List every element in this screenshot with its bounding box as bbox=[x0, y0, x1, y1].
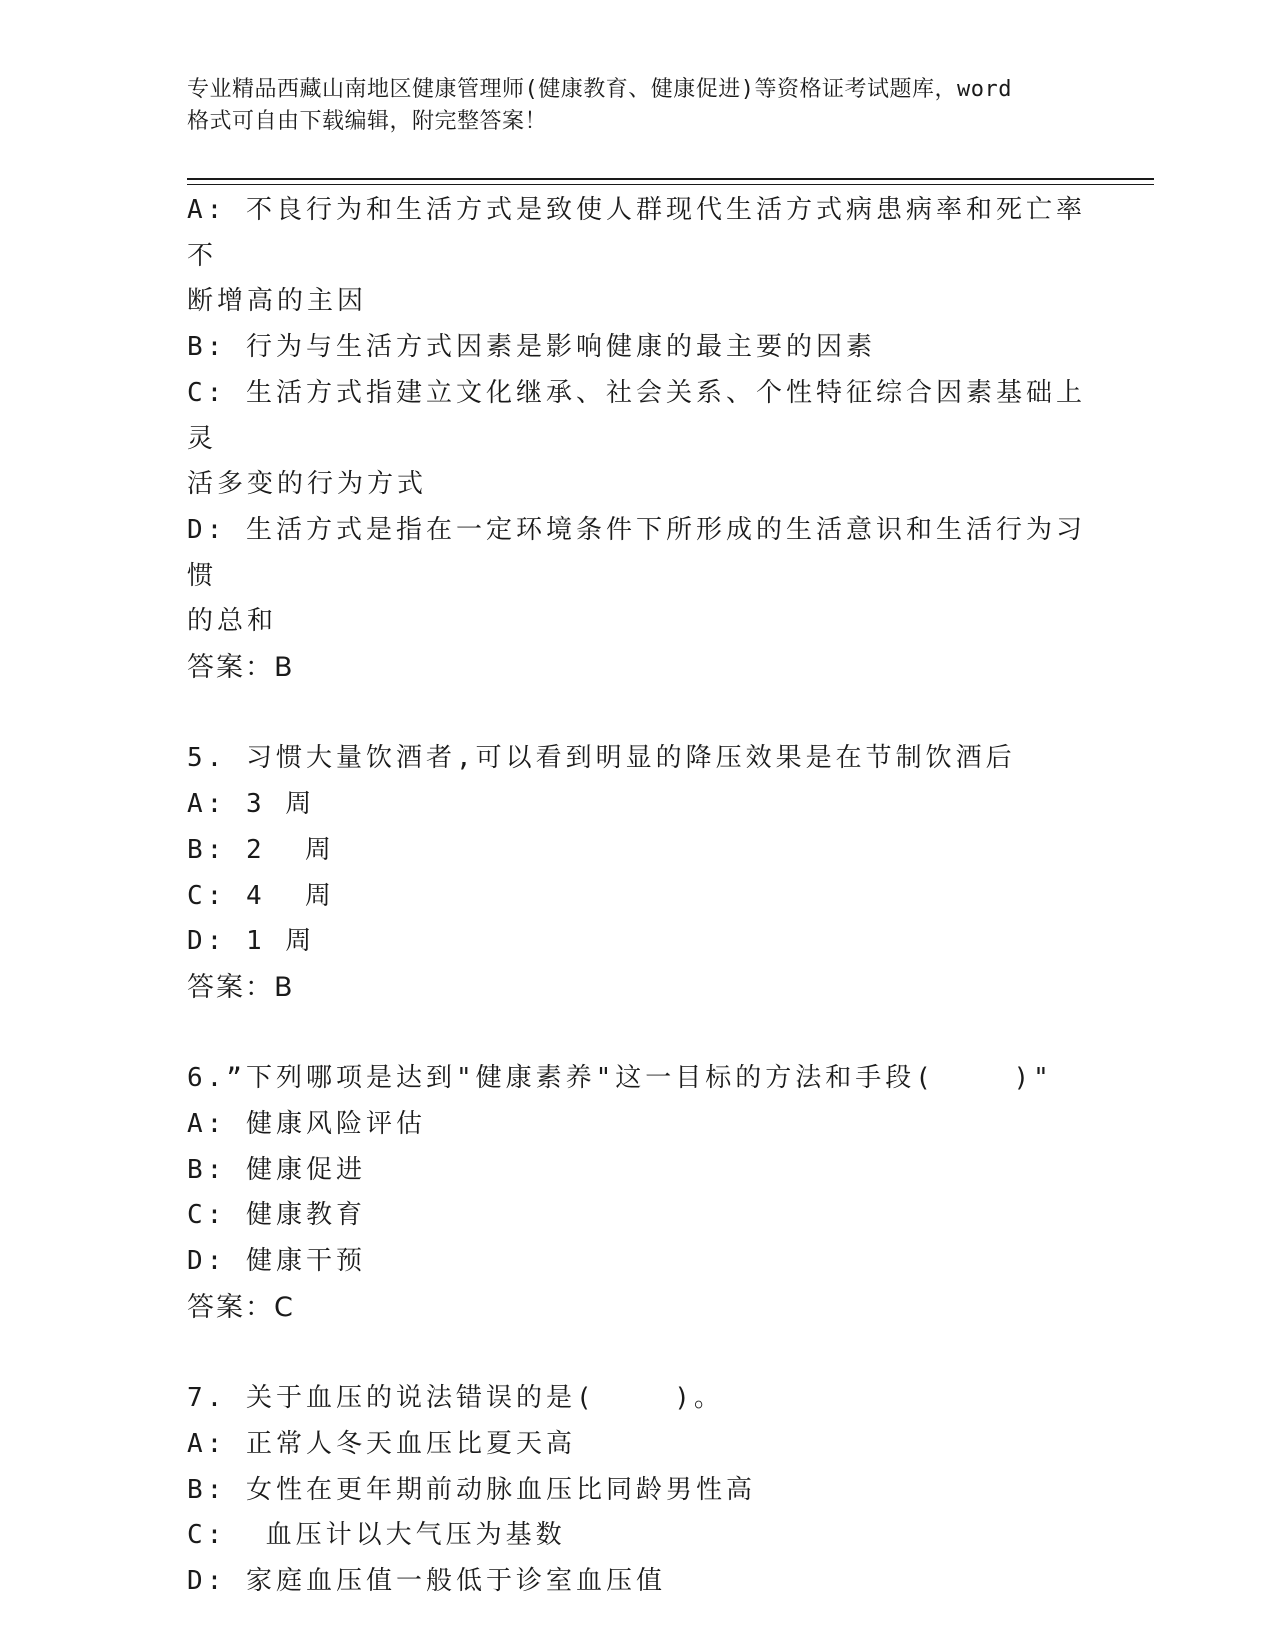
option-c: C: 4 周 bbox=[187, 880, 335, 911]
option-c: C: 健康教育 bbox=[187, 1200, 366, 1231]
option-a-continued: 断增高的主因 bbox=[187, 286, 368, 317]
header-divider-thin bbox=[187, 184, 1154, 185]
option-c: C: 血压计以大气压为基数 bbox=[187, 1520, 566, 1551]
answer-line: 答案：C bbox=[187, 1291, 295, 1323]
option-d: D: 1 周 bbox=[187, 926, 316, 957]
spacer bbox=[187, 1331, 1087, 1377]
question-stem: 5. 习惯大量饮酒者,可以看到明显的降压效果是在节制饮酒后 bbox=[187, 743, 1016, 774]
option-b: B: 健康促进 bbox=[187, 1154, 366, 1185]
option-a: A: 3 周 bbox=[187, 789, 316, 820]
option-d: D: 健康干预 bbox=[187, 1246, 366, 1277]
answer-line: 答案：B bbox=[187, 652, 295, 684]
option-a: A: 不良行为和生活方式是致使人群现代生活方式病患病率和死亡率不 bbox=[187, 195, 1086, 271]
option-b: B: 2 周 bbox=[187, 834, 335, 865]
option-d: D: 家庭血压值一般低于诊室血压值 bbox=[187, 1566, 666, 1597]
option-a: A: 健康风险评估 bbox=[187, 1109, 426, 1140]
document-header bbox=[187, 74, 1087, 138]
question-stem: 6.”下列哪项是达到"健康素养"这一目标的方法和手段( )" bbox=[187, 1063, 1053, 1094]
question-stem: 7. 关于血压的说法错误的是( )。 bbox=[187, 1383, 724, 1414]
header-line-2: 格式可自由下载编辑，附完整答案！ bbox=[187, 109, 548, 134]
answer-line: 答案：B bbox=[187, 971, 295, 1003]
question-4 bbox=[187, 188, 1087, 691]
spacer bbox=[187, 691, 1087, 737]
option-b: B: 行为与生活方式因素是影响健康的最主要的因素 bbox=[187, 332, 876, 363]
question-7 bbox=[187, 1376, 1087, 1605]
question-5 bbox=[187, 736, 1087, 1010]
option-d-continued: 的总和 bbox=[187, 606, 278, 637]
question-list bbox=[187, 188, 1087, 1605]
option-b: B: 女性在更年期前动脉血压比同龄男性高 bbox=[187, 1474, 756, 1505]
option-a: A: 正常人冬天血压比夏天高 bbox=[187, 1428, 576, 1459]
option-d: D: 生活方式是指在一定环境条件下所形成的生活意识和生活行为习惯 bbox=[187, 514, 1086, 591]
spacer bbox=[187, 1011, 1087, 1057]
option-c-continued: 活多变的行为方式 bbox=[187, 469, 428, 500]
question-6 bbox=[187, 1056, 1087, 1330]
header-line-1: 专业精品西藏山南地区健康管理师(健康教育、健康促进)等资格证考试题库，word bbox=[187, 77, 1012, 102]
option-c: C: 生活方式指建立文化继承、社会关系、个性特征综合因素基础上灵 bbox=[187, 377, 1086, 454]
header-divider-thick bbox=[187, 178, 1154, 180]
